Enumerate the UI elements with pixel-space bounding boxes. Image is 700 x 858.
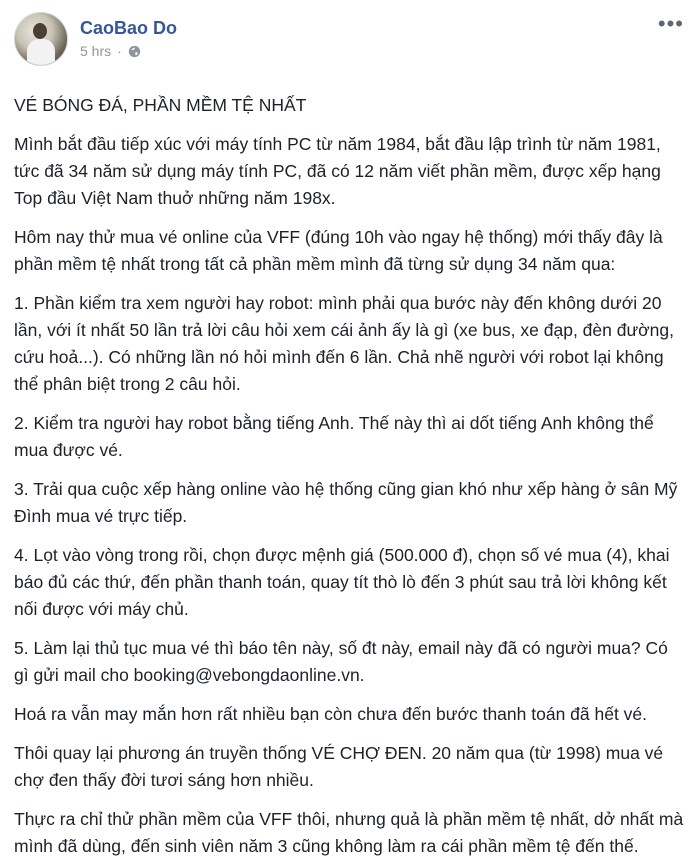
post-timestamp[interactable]: 5 hrs	[80, 43, 112, 59]
avatar[interactable]	[14, 12, 68, 66]
post-paragraph: Hoá ra vẫn may mắn hơn rất nhiều bạn còn chưa đến bước thanh toán đã hết vé.	[14, 704, 648, 724]
post-paragraph: 3. Trải qua cuộc xếp hàng online vào hệ thống cũng gian khó như xếp hàng ở sân Mỹ Đình mua vé trực tiếp.	[14, 479, 678, 526]
more-options-icon[interactable]: •••	[657, 11, 684, 36]
post-content	[14, 92, 686, 858]
post-paragraph: 5. Làm lại thủ tục mua vé thì báo tên này, số đt này, email này đã có người mua? Có gì gửi mail cho booking@vebongdaonline.vn.	[14, 638, 668, 685]
post-paragraph: Mình bắt đầu tiếp xúc với máy tính PC từ năm 1984, bắt đầu lập trình từ năm 1981, tức đã 34 năm sử dụng máy tính PC, đã có 12 năm viết phần mềm, được xếp hạng Top đầu Việt Nam thuở những năm 198x.	[14, 134, 661, 208]
avatar-head-shape	[33, 23, 47, 39]
author-name[interactable]: CaoBao Do	[80, 18, 178, 38]
globe-icon[interactable]	[128, 45, 141, 58]
post-header	[14, 12, 686, 74]
post-paragraph: Hôm nay thử mua vé online của VFF (đúng 10h vào ngay hệ thống) mới thấy đây là phần mềm tệ nhất trong tất cả phần mềm mình đã từng sử dụng 34 năm qua:	[14, 227, 663, 274]
post-paragraph: 4. Lọt vào vòng trong rồi, chọn được mệnh giá (500.000 đ), chọn số vé mua (4), khai báo đủ các thứ, đến phần thanh toán, quay tít thò lò đến 3 phút sau trả lời không kết nối được với máy chủ.	[14, 545, 670, 619]
post-paragraph: 2. Kiểm tra người hay robot bằng tiếng Anh. Thế này thì ai dốt tiếng Anh không thể mua được vé.	[14, 413, 654, 460]
meta-separator: ·	[117, 43, 122, 59]
post-paragraph: 1. Phần kiểm tra xem người hay robot: mình phải qua bước này đến không dưới 20 lần, với ít nhất 50 lần trả lời câu hỏi xem cái ảnh ấy là gì (xe bus, xe đạp, đèn đường, cứu hoả...). Có những lần nó hỏi mình đến 6 lần. Chả nhẽ người với robot lại không thể phân biệt trong 2 câu hỏi.	[14, 293, 674, 394]
post-time-row	[80, 43, 177, 59]
post-meta	[80, 12, 177, 59]
post-paragraph: Thôi quay lại phương án truyền thống VÉ CHỢ ĐEN. 20 năm qua (từ 1998) mua vé chợ đen thấy đời tươi sáng hơn nhiều.	[14, 743, 664, 790]
post-title: VÉ BÓNG ĐÁ, PHẦN MỀM TỆ NHẤT	[14, 95, 307, 115]
avatar-body-shape	[27, 39, 55, 65]
post-paragraph: Thực ra chỉ thử phần mềm của VFF thôi, nhưng quả là phần mềm tệ nhất, dở nhất mà mình đã dùng, đến sinh viên năm 3 cũng không làm ra cái phần mềm tệ đến thế.	[14, 809, 684, 856]
